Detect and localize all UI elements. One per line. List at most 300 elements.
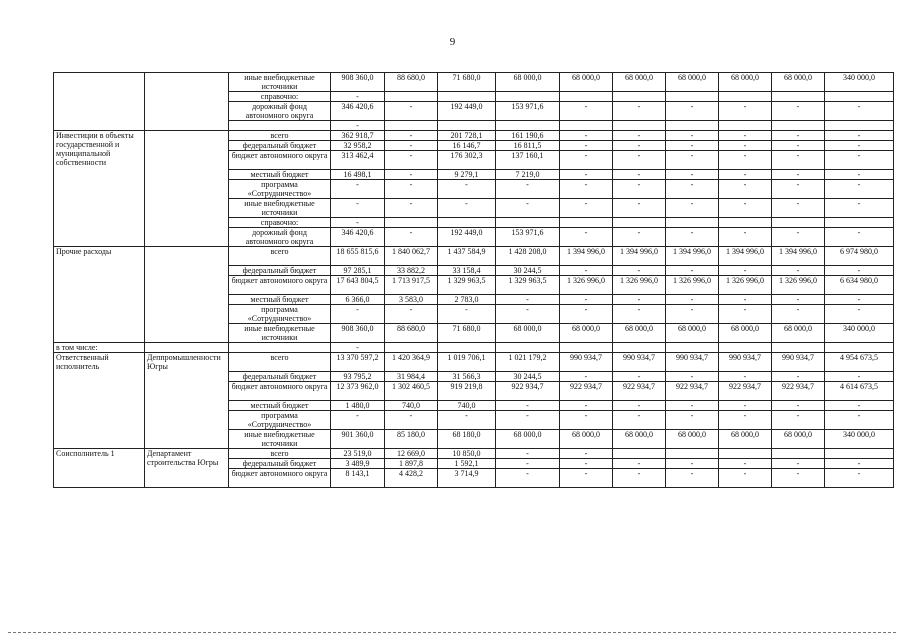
value-cell: -	[666, 180, 719, 199]
value-cell: -	[560, 180, 613, 199]
value-cell: 68 000,0	[613, 73, 666, 92]
value-cell: 68 000,0	[719, 324, 772, 343]
value-cell: -	[438, 305, 496, 324]
value-cell	[825, 449, 894, 459]
value-cell: 8 143,1	[331, 469, 385, 488]
value-cell: -	[825, 199, 894, 218]
value-cell: -	[438, 411, 496, 430]
value-cell: -	[666, 372, 719, 382]
value-cell: 1 329 963,5	[496, 276, 560, 295]
value-cell: 990 934,7	[613, 353, 666, 372]
funding-source-cell: федеральный бюджет	[229, 372, 331, 382]
value-cell: -	[772, 295, 825, 305]
funding-source-cell: всего	[229, 449, 331, 459]
value-cell: -	[825, 469, 894, 488]
value-cell: -	[560, 228, 613, 247]
value-cell: 346 420,6	[331, 102, 385, 121]
funding-source-cell: бюджет автономного округа	[229, 276, 331, 295]
value-cell: -	[666, 411, 719, 430]
value-cell: -	[385, 141, 438, 151]
value-cell: -	[719, 305, 772, 324]
value-cell: 85 180,0	[385, 430, 438, 449]
value-cell: -	[385, 151, 438, 170]
value-cell: 1 437 584,9	[438, 247, 496, 266]
value-cell: -	[496, 199, 560, 218]
value-cell: -	[666, 228, 719, 247]
value-cell: -	[385, 170, 438, 180]
value-cell	[666, 218, 719, 228]
value-cell: -	[496, 305, 560, 324]
value-cell: 922 934,7	[560, 382, 613, 401]
value-cell: -	[331, 180, 385, 199]
value-cell	[560, 343, 613, 353]
funding-source-cell: бюджет автономного округа	[229, 151, 331, 170]
value-cell	[496, 121, 560, 131]
value-cell: -	[666, 170, 719, 180]
value-cell: -	[613, 266, 666, 276]
value-cell: -	[613, 180, 666, 199]
value-cell: 88 680,0	[385, 73, 438, 92]
value-cell	[772, 218, 825, 228]
value-cell: 6 634 980,0	[825, 276, 894, 295]
value-cell: 68 000,0	[560, 430, 613, 449]
value-cell: 16 498,1	[331, 170, 385, 180]
value-cell: 1 326 996,0	[613, 276, 666, 295]
value-cell: -	[825, 266, 894, 276]
value-cell: 908 360,0	[331, 324, 385, 343]
value-cell: 68 000,0	[496, 324, 560, 343]
value-cell: -	[772, 401, 825, 411]
value-cell: -	[825, 170, 894, 180]
value-cell: -	[719, 401, 772, 411]
value-cell: 922 934,7	[719, 382, 772, 401]
value-cell: -	[613, 401, 666, 411]
value-cell: -	[496, 469, 560, 488]
value-cell	[772, 449, 825, 459]
value-cell	[438, 343, 496, 353]
funding-source-cell: бюджет автономного округа	[229, 469, 331, 488]
value-cell	[719, 92, 772, 102]
value-cell: -	[560, 170, 613, 180]
table-row	[54, 449, 894, 459]
value-cell: -	[719, 141, 772, 151]
value-cell: -	[560, 372, 613, 382]
value-cell: 1 394 996,0	[666, 247, 719, 266]
value-cell: -	[825, 102, 894, 121]
value-cell	[719, 218, 772, 228]
value-cell: 1 840 062,7	[385, 247, 438, 266]
value-cell	[666, 121, 719, 131]
row-group-cell: Соисполнитель 1	[54, 449, 145, 488]
value-cell: -	[560, 469, 613, 488]
funding-source-cell: местный бюджет	[229, 401, 331, 411]
funding-source-cell: дорожный фонд автономного округа	[229, 228, 331, 247]
value-cell: -	[613, 372, 666, 382]
value-cell	[496, 92, 560, 102]
value-cell: -	[496, 411, 560, 430]
value-cell: -	[719, 102, 772, 121]
value-cell: -	[719, 469, 772, 488]
value-cell	[772, 121, 825, 131]
executor-cell	[145, 343, 229, 353]
value-cell: 30 244,5	[496, 266, 560, 276]
value-cell	[496, 343, 560, 353]
value-cell: -	[666, 102, 719, 121]
value-cell: 1 326 996,0	[560, 276, 613, 295]
value-cell: 922 934,7	[496, 382, 560, 401]
value-cell: 153 971,6	[496, 102, 560, 121]
value-cell: 68 000,0	[496, 73, 560, 92]
funding-source-cell: всего	[229, 247, 331, 266]
value-cell: -	[560, 449, 613, 459]
value-cell: 1 326 996,0	[772, 276, 825, 295]
value-cell: 16 146,7	[438, 141, 496, 151]
funding-source-cell: федеральный бюджет	[229, 266, 331, 276]
funding-source-cell: федеральный бюджет	[229, 141, 331, 151]
value-cell: -	[666, 266, 719, 276]
value-cell	[560, 218, 613, 228]
value-cell: -	[438, 180, 496, 199]
funding-source-cell: местный бюджет	[229, 295, 331, 305]
value-cell: 6 366,0	[331, 295, 385, 305]
value-cell	[772, 343, 825, 353]
row-group-cell: в том числе:	[54, 343, 145, 353]
funding-source-cell: программа «Сотрудничество»	[229, 180, 331, 199]
value-cell	[666, 343, 719, 353]
value-cell	[385, 343, 438, 353]
value-cell	[825, 218, 894, 228]
value-cell: -	[825, 295, 894, 305]
value-cell: 68 000,0	[613, 430, 666, 449]
value-cell: 68 000,0	[666, 430, 719, 449]
value-cell: 68 000,0	[666, 73, 719, 92]
value-cell: -	[772, 305, 825, 324]
value-cell	[438, 121, 496, 131]
value-cell: 13 370 597,2	[331, 353, 385, 372]
value-cell: 71 680,0	[438, 73, 496, 92]
value-cell	[438, 218, 496, 228]
value-cell: -	[496, 459, 560, 469]
value-cell: 12 669,0	[385, 449, 438, 459]
table-row	[54, 73, 894, 92]
value-cell: 33 158,4	[438, 266, 496, 276]
value-cell: 137 160,1	[496, 151, 560, 170]
value-cell: 1 420 364,9	[385, 353, 438, 372]
value-cell: -	[719, 180, 772, 199]
table-row	[54, 131, 894, 141]
value-cell: -	[719, 170, 772, 180]
value-cell: 192 449,0	[438, 228, 496, 247]
executor-cell: Департамент строительства Югры	[145, 449, 229, 488]
value-cell: -	[772, 266, 825, 276]
value-cell: -	[719, 459, 772, 469]
value-cell: 1 302 460,5	[385, 382, 438, 401]
value-cell: -	[825, 459, 894, 469]
value-cell: 1 326 996,0	[666, 276, 719, 295]
value-cell: -	[719, 199, 772, 218]
value-cell: -	[331, 343, 385, 353]
value-cell: 153 971,6	[496, 228, 560, 247]
row-group-cell: Ответственный исполнитель	[54, 353, 145, 449]
value-cell: 313 462,4	[331, 151, 385, 170]
value-cell: 68 000,0	[719, 73, 772, 92]
value-cell: 10 850,0	[438, 449, 496, 459]
value-cell: -	[825, 372, 894, 382]
value-cell: 4 954 673,5	[825, 353, 894, 372]
value-cell: -	[666, 131, 719, 141]
value-cell: -	[613, 295, 666, 305]
value-cell: 93 795,2	[331, 372, 385, 382]
value-cell: -	[331, 218, 385, 228]
value-cell: 6 974 980,0	[825, 247, 894, 266]
value-cell: 4 614 673,5	[825, 382, 894, 401]
value-cell: -	[825, 180, 894, 199]
value-cell: -	[772, 131, 825, 141]
value-cell: 88 680,0	[385, 324, 438, 343]
value-cell: 68 000,0	[772, 73, 825, 92]
funding-source-cell: всего	[229, 131, 331, 141]
value-cell: -	[772, 372, 825, 382]
value-cell: -	[772, 228, 825, 247]
value-cell: 18 655 815,6	[331, 247, 385, 266]
value-cell: -	[666, 459, 719, 469]
value-cell: -	[560, 199, 613, 218]
value-cell: -	[560, 131, 613, 141]
value-cell: 30 244,5	[496, 372, 560, 382]
value-cell: 340 000,0	[825, 73, 894, 92]
value-cell: -	[385, 102, 438, 121]
value-cell: -	[385, 180, 438, 199]
funding-source-cell: бюджет автономного округа	[229, 382, 331, 401]
value-cell: 990 934,7	[772, 353, 825, 372]
value-cell: 161 190,6	[496, 131, 560, 141]
value-cell: -	[496, 295, 560, 305]
value-cell: 908 360,0	[331, 73, 385, 92]
value-cell	[613, 449, 666, 459]
value-cell: 1 394 996,0	[719, 247, 772, 266]
value-cell: -	[719, 372, 772, 382]
value-cell: 990 934,7	[719, 353, 772, 372]
value-cell: -	[719, 411, 772, 430]
value-cell: -	[825, 305, 894, 324]
value-cell	[438, 92, 496, 102]
value-cell: -	[772, 170, 825, 180]
value-cell: 922 934,7	[772, 382, 825, 401]
value-cell: -	[560, 266, 613, 276]
value-cell: 340 000,0	[825, 324, 894, 343]
value-cell: 1 394 996,0	[772, 247, 825, 266]
value-cell: 362 918,7	[331, 131, 385, 141]
value-cell: -	[496, 449, 560, 459]
value-cell: 201 728,1	[438, 131, 496, 141]
value-cell: 922 934,7	[666, 382, 719, 401]
value-cell: 1 897,8	[385, 459, 438, 469]
value-cell: -	[666, 199, 719, 218]
value-cell: -	[825, 401, 894, 411]
table-row	[54, 343, 894, 353]
value-cell: -	[772, 102, 825, 121]
value-cell	[385, 121, 438, 131]
funding-source-cell	[229, 343, 331, 353]
funding-source-cell: иные внебюджетные источники	[229, 430, 331, 449]
value-cell: -	[613, 199, 666, 218]
value-cell: 68 000,0	[772, 324, 825, 343]
value-cell: -	[613, 228, 666, 247]
page-number: 9	[449, 36, 456, 48]
funding-source-cell: справочно:	[229, 92, 331, 102]
row-group-cell: Прочие расходы	[54, 247, 145, 343]
scan-edge-line	[8, 632, 896, 633]
value-cell: -	[772, 151, 825, 170]
value-cell: -	[560, 295, 613, 305]
value-cell: -	[331, 199, 385, 218]
value-cell: -	[385, 411, 438, 430]
value-cell: 1 019 706,1	[438, 353, 496, 372]
value-cell: 1 329 963,5	[438, 276, 496, 295]
value-cell: 990 934,7	[560, 353, 613, 372]
value-cell: -	[438, 199, 496, 218]
value-cell	[666, 449, 719, 459]
funding-source-cell: программа «Сотрудничество»	[229, 411, 331, 430]
value-cell: -	[613, 141, 666, 151]
value-cell: -	[825, 131, 894, 141]
value-cell: -	[772, 459, 825, 469]
value-cell	[825, 121, 894, 131]
value-cell: 901 360,0	[331, 430, 385, 449]
value-cell: -	[719, 228, 772, 247]
value-cell	[613, 343, 666, 353]
value-cell: 2 783,0	[438, 295, 496, 305]
value-cell: -	[331, 92, 385, 102]
value-cell: -	[825, 228, 894, 247]
row-group-cell: Инвестиции в объекты государственной и муниципальной собственности	[54, 131, 145, 247]
value-cell: 922 934,7	[613, 382, 666, 401]
value-cell	[719, 121, 772, 131]
value-cell: 1 021 179,2	[496, 353, 560, 372]
value-cell: 1 326 996,0	[719, 276, 772, 295]
value-cell: -	[560, 102, 613, 121]
value-cell: -	[560, 401, 613, 411]
value-cell: -	[666, 141, 719, 151]
value-cell: -	[560, 459, 613, 469]
value-cell: -	[719, 295, 772, 305]
value-cell: -	[613, 151, 666, 170]
value-cell	[825, 92, 894, 102]
budget-table	[53, 72, 894, 488]
funding-source-cell: справочно:	[229, 218, 331, 228]
value-cell	[613, 121, 666, 131]
value-cell: 23 519,0	[331, 449, 385, 459]
value-cell: 16 811,5	[496, 141, 560, 151]
value-cell: -	[613, 469, 666, 488]
funding-source-cell: всего	[229, 353, 331, 372]
value-cell: -	[719, 131, 772, 141]
value-cell: -	[560, 151, 613, 170]
value-cell: -	[772, 411, 825, 430]
value-cell: 68 000,0	[560, 73, 613, 92]
value-cell: 1 480,0	[331, 401, 385, 411]
value-cell: 68 000,0	[772, 430, 825, 449]
value-cell: -	[385, 305, 438, 324]
funding-source-cell	[229, 121, 331, 131]
value-cell: -	[666, 305, 719, 324]
value-cell: -	[772, 199, 825, 218]
value-cell: -	[666, 401, 719, 411]
value-cell: -	[613, 305, 666, 324]
value-cell: -	[560, 141, 613, 151]
value-cell: -	[613, 459, 666, 469]
value-cell: -	[331, 411, 385, 430]
value-cell	[772, 92, 825, 102]
value-cell	[560, 121, 613, 131]
value-cell: -	[385, 228, 438, 247]
value-cell: 71 680,0	[438, 324, 496, 343]
executor-cell	[145, 73, 229, 131]
value-cell: -	[772, 180, 825, 199]
value-cell: -	[825, 151, 894, 170]
value-cell: -	[613, 170, 666, 180]
value-cell: 1 394 996,0	[613, 247, 666, 266]
value-cell: 68 180,0	[438, 430, 496, 449]
value-cell: 68 000,0	[666, 324, 719, 343]
funding-source-cell: иные внебюджетные источники	[229, 324, 331, 343]
value-cell: 1 428 208,0	[496, 247, 560, 266]
value-cell	[385, 218, 438, 228]
value-cell	[666, 92, 719, 102]
executor-cell: Деппромышленности Югры	[145, 353, 229, 449]
table-row	[54, 247, 894, 266]
value-cell: -	[496, 401, 560, 411]
value-cell: 68 000,0	[496, 430, 560, 449]
value-cell: -	[385, 131, 438, 141]
value-cell: 1 713 917,5	[385, 276, 438, 295]
value-cell: -	[772, 141, 825, 151]
value-cell: -	[496, 180, 560, 199]
value-cell	[613, 92, 666, 102]
value-cell: -	[331, 305, 385, 324]
funding-source-cell: местный бюджет	[229, 170, 331, 180]
value-cell: -	[560, 411, 613, 430]
value-cell: 31 566,3	[438, 372, 496, 382]
value-cell	[613, 218, 666, 228]
value-cell	[496, 218, 560, 228]
value-cell: 31 984,4	[385, 372, 438, 382]
value-cell	[719, 449, 772, 459]
value-cell: -	[772, 469, 825, 488]
executor-cell	[145, 131, 229, 247]
value-cell: 990 934,7	[666, 353, 719, 372]
value-cell: 68 000,0	[719, 430, 772, 449]
value-cell: -	[666, 469, 719, 488]
value-cell	[560, 92, 613, 102]
value-cell: 12 373 962,0	[331, 382, 385, 401]
funding-source-cell: программа «Сотрудничество»	[229, 305, 331, 324]
value-cell: -	[825, 141, 894, 151]
value-cell: 97 285,1	[331, 266, 385, 276]
funding-source-cell: дорожный фонд автономного округа	[229, 102, 331, 121]
value-cell: 68 000,0	[560, 324, 613, 343]
funding-source-cell: иные внебюджетные источники	[229, 199, 331, 218]
value-cell: 4 428,2	[385, 469, 438, 488]
funding-source-cell: федеральный бюджет	[229, 459, 331, 469]
value-cell: 1 394 996,0	[560, 247, 613, 266]
funding-source-cell: иные внебюджетные источники	[229, 73, 331, 92]
value-cell: -	[613, 102, 666, 121]
value-cell: 3 714,9	[438, 469, 496, 488]
table-row	[54, 353, 894, 372]
value-cell: 340 000,0	[825, 430, 894, 449]
value-cell: -	[825, 411, 894, 430]
